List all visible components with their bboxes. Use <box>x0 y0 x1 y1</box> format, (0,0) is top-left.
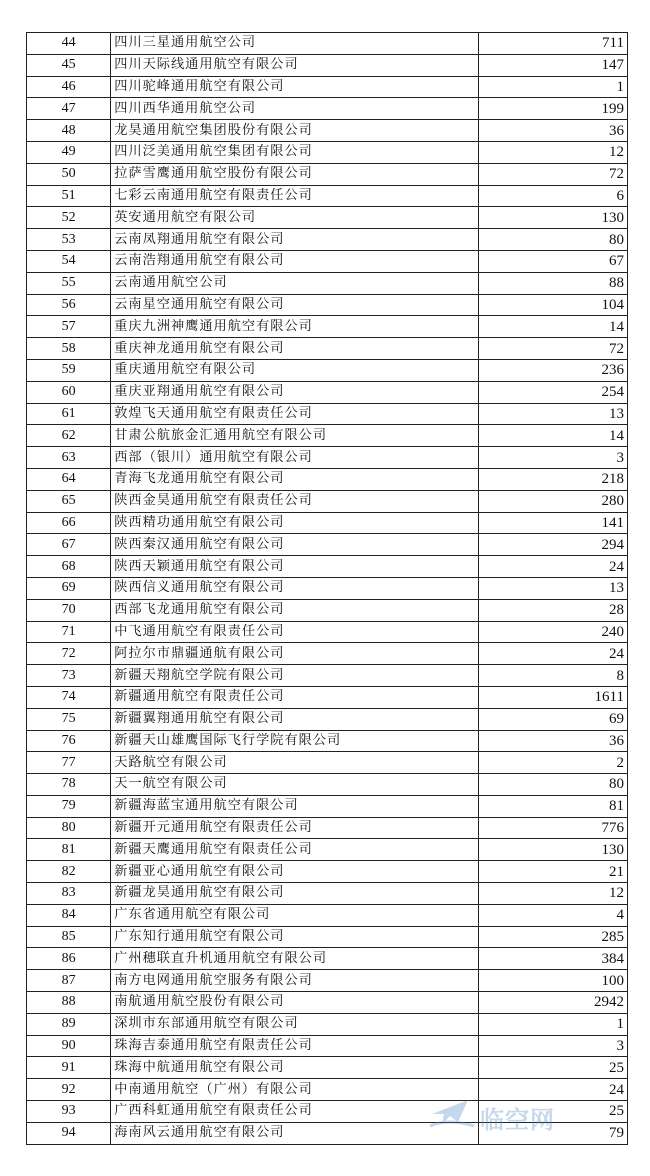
company-name: 海南风云通用航空有限公司 <box>111 1122 479 1144</box>
row-number: 53 <box>27 229 111 251</box>
company-value: 147 <box>478 54 627 76</box>
company-name: 四川驼峰通用航空有限公司 <box>111 76 479 98</box>
company-name: 广西科虹通用航空有限责任公司 <box>111 1101 479 1123</box>
company-name: 重庆神龙通用航空有限公司 <box>111 338 479 360</box>
row-number: 56 <box>27 294 111 316</box>
table-row <box>27 185 628 207</box>
company-value: 240 <box>478 621 627 643</box>
company-value: 80 <box>478 229 627 251</box>
company-name: 新疆亚心通用航空有限公司 <box>111 861 479 883</box>
company-name: 天路航空有限公司 <box>111 752 479 774</box>
company-name: 新疆通用航空有限责任公司 <box>111 686 479 708</box>
company-name: 新疆海蓝宝通用航空有限公司 <box>111 795 479 817</box>
company-name: 南方电网通用航空服务有限公司 <box>111 970 479 992</box>
table-row <box>27 54 628 76</box>
company-value: 236 <box>478 359 627 381</box>
company-name: 四川三星通用航空公司 <box>111 33 479 55</box>
row-number: 82 <box>27 861 111 883</box>
company-value: 88 <box>478 272 627 294</box>
row-number: 69 <box>27 577 111 599</box>
company-name: 广州穗联直升机通用航空有限公司 <box>111 948 479 970</box>
company-name: 珠海中航通用航空有限公司 <box>111 1057 479 1079</box>
row-number: 73 <box>27 665 111 687</box>
row-number: 61 <box>27 403 111 425</box>
company-value: 24 <box>478 556 627 578</box>
table-row <box>27 359 628 381</box>
company-name: 中南通用航空（广州）有限公司 <box>111 1079 479 1101</box>
company-name: 广东省通用航空有限公司 <box>111 904 479 926</box>
company-value: 254 <box>478 381 627 403</box>
row-number: 48 <box>27 120 111 142</box>
company-name: 重庆通用航空有限公司 <box>111 359 479 381</box>
company-value: 14 <box>478 425 627 447</box>
company-value: 79 <box>478 1122 627 1144</box>
company-value: 1611 <box>478 686 627 708</box>
company-name: 云南星空通用航空有限公司 <box>111 294 479 316</box>
row-number: 88 <box>27 992 111 1014</box>
table-row <box>27 229 628 251</box>
company-value: 2 <box>478 752 627 774</box>
company-value: 36 <box>478 730 627 752</box>
row-number: 59 <box>27 359 111 381</box>
row-number: 45 <box>27 54 111 76</box>
table-row <box>27 970 628 992</box>
row-number: 62 <box>27 425 111 447</box>
company-value: 72 <box>478 163 627 185</box>
company-value: 285 <box>478 926 627 948</box>
row-number: 89 <box>27 1013 111 1035</box>
company-value: 8 <box>478 665 627 687</box>
company-value: 711 <box>478 33 627 55</box>
company-name: 阿拉尔市鼎疆通航有限公司 <box>111 643 479 665</box>
company-name: 四川天际线通用航空有限公司 <box>111 54 479 76</box>
row-number: 77 <box>27 752 111 774</box>
table-row <box>27 643 628 665</box>
company-value: 130 <box>478 207 627 229</box>
company-name: 珠海吉泰通用航空有限责任公司 <box>111 1035 479 1057</box>
company-value: 25 <box>478 1101 627 1123</box>
company-name: 甘肃公航旅金汇通用航空有限公司 <box>111 425 479 447</box>
plane-logo-icon <box>428 1092 476 1132</box>
table-row <box>27 141 628 163</box>
row-number: 44 <box>27 33 111 55</box>
row-number: 60 <box>27 381 111 403</box>
company-value: 24 <box>478 643 627 665</box>
table-row <box>27 817 628 839</box>
company-value: 67 <box>478 250 627 272</box>
company-name: 云南浩翔通用航空有限公司 <box>111 250 479 272</box>
company-value: 36 <box>478 120 627 142</box>
company-value: 218 <box>478 468 627 490</box>
table-row <box>27 98 628 120</box>
company-value: 6 <box>478 185 627 207</box>
table-row <box>27 294 628 316</box>
row-number: 46 <box>27 76 111 98</box>
row-number: 76 <box>27 730 111 752</box>
table-row <box>27 120 628 142</box>
company-value: 12 <box>478 883 627 905</box>
company-value: 1 <box>478 76 627 98</box>
company-value: 3 <box>478 1035 627 1057</box>
company-name: 深圳市东部通用航空有限公司 <box>111 1013 479 1035</box>
table-row <box>27 207 628 229</box>
company-value: 81 <box>478 795 627 817</box>
company-name: 南航通用航空股份有限公司 <box>111 992 479 1014</box>
company-value: 776 <box>478 817 627 839</box>
row-number: 67 <box>27 534 111 556</box>
company-name: 云南通用航空公司 <box>111 272 479 294</box>
company-value: 104 <box>478 294 627 316</box>
company-name: 新疆天鹰通用航空有限责任公司 <box>111 839 479 861</box>
company-value: 4 <box>478 904 627 926</box>
table-row <box>27 316 628 338</box>
row-number: 72 <box>27 643 111 665</box>
row-number: 90 <box>27 1035 111 1057</box>
company-value: 80 <box>478 774 627 796</box>
table-row <box>27 621 628 643</box>
company-name: 陕西秦汉通用航空有限公司 <box>111 534 479 556</box>
row-number: 70 <box>27 599 111 621</box>
company-name: 陕西信义通用航空有限公司 <box>111 577 479 599</box>
row-number: 74 <box>27 686 111 708</box>
table-row <box>27 447 628 469</box>
row-number: 65 <box>27 490 111 512</box>
row-number: 52 <box>27 207 111 229</box>
company-name: 云南凤翔通用航空有限公司 <box>111 229 479 251</box>
company-value: 13 <box>478 403 627 425</box>
company-value: 3 <box>478 447 627 469</box>
row-number: 91 <box>27 1057 111 1079</box>
watermark-text: 临空网 <box>480 1106 555 1134</box>
company-name: 新疆天山雄鹰国际飞行学院有限公司 <box>111 730 479 752</box>
row-number: 58 <box>27 338 111 360</box>
company-name: 龙昊通用航空集团股份有限公司 <box>111 120 479 142</box>
table-row <box>27 948 628 970</box>
company-value: 384 <box>478 948 627 970</box>
row-number: 86 <box>27 948 111 970</box>
table-row <box>27 599 628 621</box>
company-value: 28 <box>478 599 627 621</box>
row-number: 84 <box>27 904 111 926</box>
row-number: 92 <box>27 1079 111 1101</box>
document-page <box>26 32 628 1145</box>
row-number: 83 <box>27 883 111 905</box>
row-number: 66 <box>27 512 111 534</box>
company-name: 陕西天颖通用航空有限公司 <box>111 556 479 578</box>
row-number: 80 <box>27 817 111 839</box>
table-row <box>27 1013 628 1035</box>
table-row <box>27 730 628 752</box>
watermark-logo <box>428 1092 578 1136</box>
table-row <box>27 490 628 512</box>
table-row <box>27 904 628 926</box>
company-name: 新疆龙昊通用航空有限公司 <box>111 883 479 905</box>
row-number: 47 <box>27 98 111 120</box>
row-number: 54 <box>27 250 111 272</box>
company-name: 陕西金昊通用航空有限责任公司 <box>111 490 479 512</box>
row-number: 81 <box>27 839 111 861</box>
table-row <box>27 992 628 1014</box>
company-name: 新疆翼翔通用航空有限公司 <box>111 708 479 730</box>
company-name: 西部（银川）通用航空有限公司 <box>111 447 479 469</box>
company-name: 西部飞龙通用航空有限公司 <box>111 599 479 621</box>
company-value: 24 <box>478 1079 627 1101</box>
company-value: 21 <box>478 861 627 883</box>
company-value: 12 <box>478 141 627 163</box>
company-value: 294 <box>478 534 627 556</box>
table-row <box>27 512 628 534</box>
company-name: 七彩云南通用航空有限责任公司 <box>111 185 479 207</box>
row-number: 94 <box>27 1122 111 1144</box>
row-number: 63 <box>27 447 111 469</box>
table-row <box>27 752 628 774</box>
table-row <box>27 1035 628 1057</box>
company-value: 72 <box>478 338 627 360</box>
company-value: 141 <box>478 512 627 534</box>
company-value: 130 <box>478 839 627 861</box>
table-row <box>27 795 628 817</box>
table-row <box>27 839 628 861</box>
table-row <box>27 686 628 708</box>
table-row <box>27 338 628 360</box>
company-value: 199 <box>478 98 627 120</box>
table-row <box>27 708 628 730</box>
table-row <box>27 861 628 883</box>
row-number: 71 <box>27 621 111 643</box>
table-row <box>27 926 628 948</box>
table-row <box>27 534 628 556</box>
company-value: 69 <box>478 708 627 730</box>
row-number: 50 <box>27 163 111 185</box>
table-row <box>27 425 628 447</box>
company-name: 四川西华通用航空公司 <box>111 98 479 120</box>
row-number: 51 <box>27 185 111 207</box>
row-number: 55 <box>27 272 111 294</box>
table-row <box>27 468 628 490</box>
row-number: 49 <box>27 141 111 163</box>
row-number: 57 <box>27 316 111 338</box>
company-value: 280 <box>478 490 627 512</box>
company-table-body <box>27 33 628 1145</box>
row-number: 68 <box>27 556 111 578</box>
table-row <box>27 76 628 98</box>
company-value: 25 <box>478 1057 627 1079</box>
table-row <box>27 381 628 403</box>
company-name: 陕西精功通用航空有限公司 <box>111 512 479 534</box>
company-name: 新疆开元通用航空有限责任公司 <box>111 817 479 839</box>
company-name: 中飞通用航空有限责任公司 <box>111 621 479 643</box>
company-name: 天一航空有限公司 <box>111 774 479 796</box>
table-row <box>27 250 628 272</box>
table-row <box>27 163 628 185</box>
table-row <box>27 1057 628 1079</box>
table-row <box>27 33 628 55</box>
company-name: 四川泛美通用航空集团有限公司 <box>111 141 479 163</box>
table-row <box>27 774 628 796</box>
table-row <box>27 403 628 425</box>
company-name: 重庆九洲神鹰通用航空有限公司 <box>111 316 479 338</box>
table-row <box>27 883 628 905</box>
table-row <box>27 665 628 687</box>
company-value: 1 <box>478 1013 627 1035</box>
company-name: 新疆天翔航空学院有限公司 <box>111 665 479 687</box>
company-name: 拉萨雪鹰通用航空股份有限公司 <box>111 163 479 185</box>
row-number: 78 <box>27 774 111 796</box>
table-row <box>27 556 628 578</box>
row-number: 79 <box>27 795 111 817</box>
row-number: 75 <box>27 708 111 730</box>
company-table <box>26 32 628 1145</box>
company-name: 敦煌飞天通用航空有限责任公司 <box>111 403 479 425</box>
row-number: 85 <box>27 926 111 948</box>
company-name: 重庆亚翔通用航空有限公司 <box>111 381 479 403</box>
company-value: 2942 <box>478 992 627 1014</box>
company-value: 14 <box>478 316 627 338</box>
company-name: 青海飞龙通用航空有限公司 <box>111 468 479 490</box>
row-number: 87 <box>27 970 111 992</box>
company-name: 英安通用航空有限公司 <box>111 207 479 229</box>
company-value: 100 <box>478 970 627 992</box>
company-value: 13 <box>478 577 627 599</box>
table-row <box>27 272 628 294</box>
row-number: 93 <box>27 1101 111 1123</box>
company-name: 广东知行通用航空有限公司 <box>111 926 479 948</box>
row-number: 64 <box>27 468 111 490</box>
table-row <box>27 577 628 599</box>
